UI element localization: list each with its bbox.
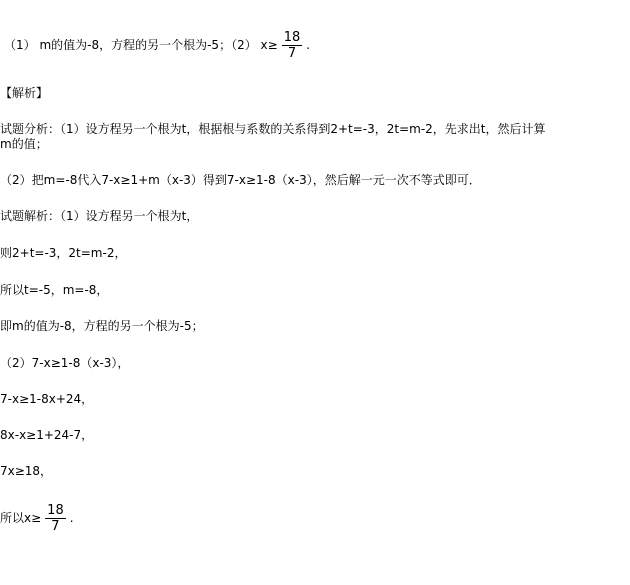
solution-line-2: 则2+t=-3，2t=m-2，: [0, 246, 127, 260]
solution-line-8: 7x≥18，: [0, 464, 53, 478]
section-header: 【解析】: [0, 86, 49, 100]
solution-line-3: 所以t=-5，m=-8，: [0, 283, 109, 297]
solution-line-7: 8x-x≥1+24-7，: [0, 428, 94, 442]
answer-text: （1） m的值为-8，方程的另一个根为-5；（2） x≥: [4, 38, 278, 52]
final-fraction-denominator: 7: [51, 519, 60, 534]
solution-line-4: 即m的值为-8，方程的另一个根为-5；: [0, 319, 204, 333]
analysis-line-3: （2）把m=-8代入7-x≥1+m（x-3）得到7-x≥1-8（x-3），然后解一元一次不等式即可．: [0, 173, 481, 187]
analysis-line-2: m的值；: [0, 137, 48, 151]
final-fraction-numerator: 18: [47, 503, 64, 518]
solution-line-1: 试题解析：（1）设方程另一个根为t，: [0, 209, 199, 223]
final-period: .: [69, 511, 74, 525]
solution-line-6: 7-x≥1-8x+24，: [0, 392, 94, 406]
final-fraction: [45, 503, 66, 534]
answer-period: .: [306, 38, 311, 52]
answer-fraction-numerator: 18: [283, 30, 301, 45]
answer-fraction-denominator: 7: [287, 46, 297, 61]
answer-line: [4, 30, 310, 61]
solution-final-line: [0, 503, 74, 534]
analysis-line-1: 试题分析：（1）设方程另一个根为t，根据根与系数的关系得到2+t=-3，2t=m-2，先求出t，然后计算: [0, 122, 546, 136]
solution-line-5: （2）7-x≥1-8（x-3），: [0, 356, 130, 370]
answer-fraction: [282, 30, 303, 61]
final-text: 所以x≥: [0, 511, 42, 525]
